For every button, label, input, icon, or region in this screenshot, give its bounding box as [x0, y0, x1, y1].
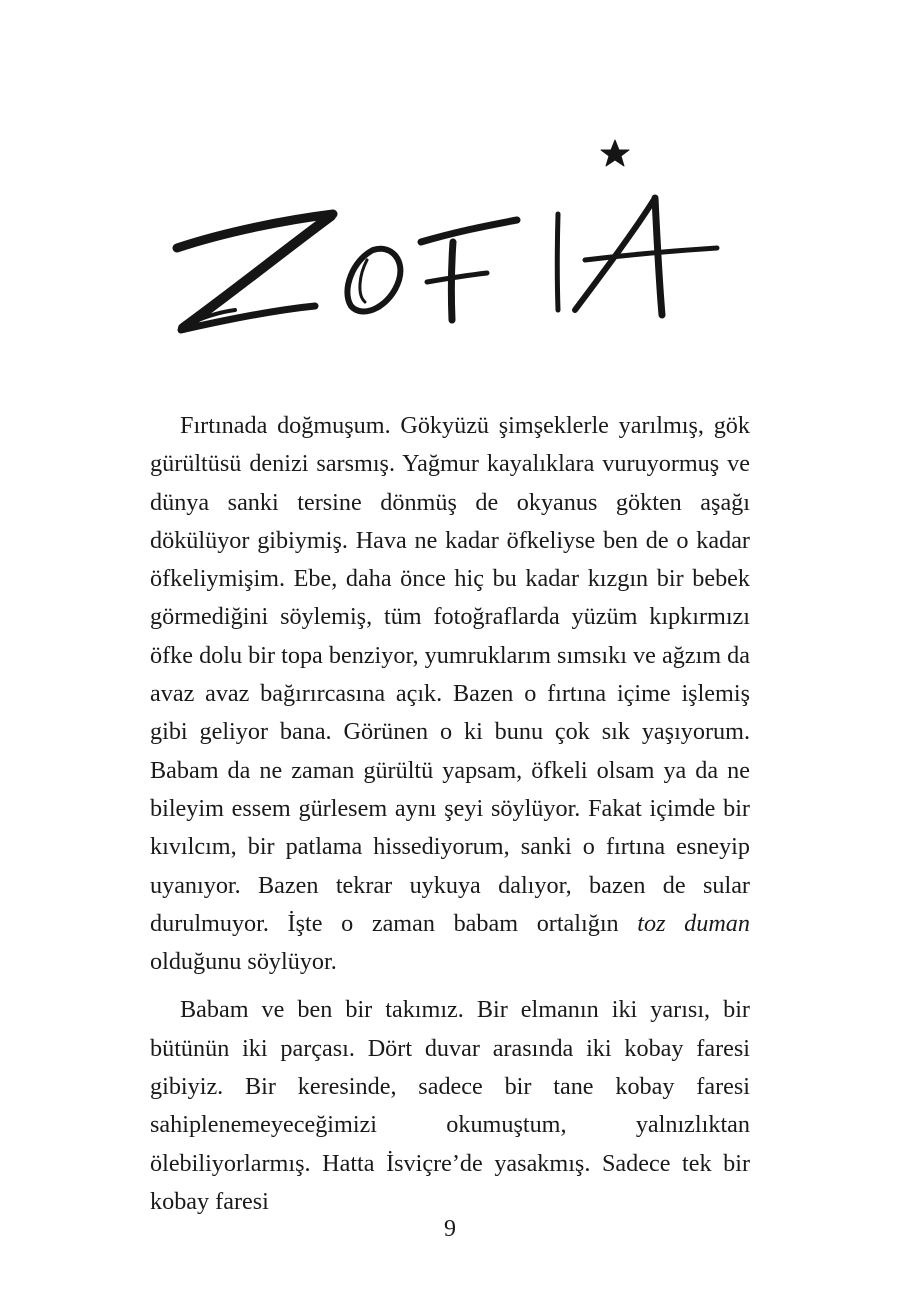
paragraph [150, 991, 750, 1221]
paragraph-text: olduğunu söylüyor. [150, 948, 337, 976]
italic-phrase: toz duman [637, 909, 750, 937]
chapter-title-lettering [165, 120, 735, 350]
handwritten-title-graphic [165, 120, 735, 350]
page-number: 9 [444, 1216, 456, 1242]
paragraph-text: Babam ve ben bir takımız. Bir elmanın iki yarısı, bir bütünün iki parçası. Dört duvar arasında iki kobay faresi gibiyiz. Bir keresinde, sadece bir tane kobay faresi sahiplenemeyeceğimizi okumuştum, yalnızlıktan ölebiliyorlarmış. Hatta İsviçre’de yasakmış. Sadece tek bir kobay faresi [150, 996, 750, 1215]
body-text [150, 407, 750, 1221]
paragraph [150, 407, 750, 981]
paragraph-text: Fırtınada doğmuşum. Gökyüzü şimşeklerle yarılmış, gök gürültüsü denizi sarsmış. Yağmur kayalıklara vuruyormuş ve dünya sanki tersine dönmüş de okyanus gökten aşağı dökülüyor gibiymiş. Hava ne kadar öfkeliyse ben de o kadar öfkeliymişim. Ebe, daha önce hiç bu kadar kızgın bir bebek görmediğini söylemiş, tüm fotoğraflarda yüzüm kıpkırmızı öfke dolu bir topa benziyor, yumruklarım sımsıkı ve ağzım da avaz avaz bağırırcasına açık. Bazen o fırtına içime işlemiş gibi geliyor bana. Görünen o ki bunu çok sık yaşıyorum. Babam da ne zaman gürültü yapsam, öfkeli olsam ya da ne bileyim essem gürlesem aynı şeyi söylüyor. Fakat içimde bir kıvılcım, bir patlama hissediyorum, sanki o fırtına esneyip uyanıyor. Bazen tekrar uykuya dalıyor, bazen de sular durulmuyor. İşte o zaman babam ortalığın [150, 412, 750, 937]
